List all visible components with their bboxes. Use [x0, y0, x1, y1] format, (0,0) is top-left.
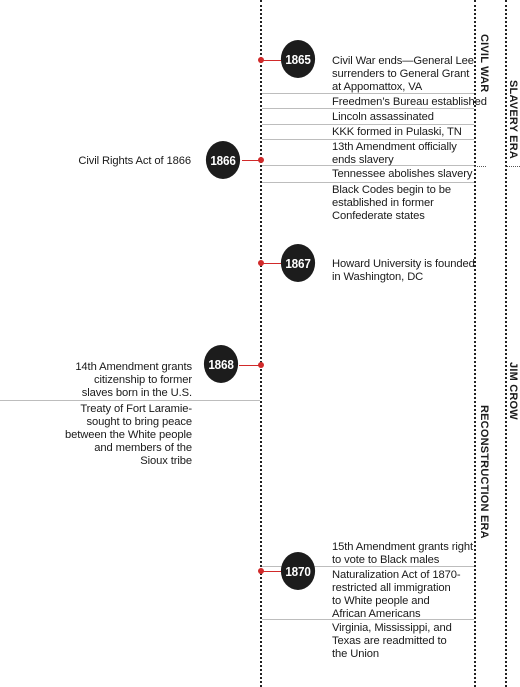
event-text: [40, 403, 192, 468]
event-line: 13th Amendment officially: [332, 141, 457, 153]
event-text: [50, 155, 191, 168]
separator: [0, 400, 260, 401]
event-line: the Union: [332, 648, 379, 660]
timeline-dot: [258, 568, 264, 574]
timeline-dot: [258, 362, 264, 368]
event-text: [332, 622, 452, 661]
era-label-reconstruction: RECONSTRUCTION ERA: [478, 405, 490, 539]
event-line: Sioux tribe: [140, 455, 192, 467]
event-text: [332, 258, 475, 284]
event-line: and members of the: [94, 442, 192, 454]
event-line: Naturalization Act of 1870-: [332, 569, 461, 581]
event-text: [40, 361, 192, 400]
event-line: 15th Amendment grants right: [332, 541, 473, 553]
event-line: at Appomattox, VA: [332, 81, 423, 93]
event-line: African Americans: [332, 608, 421, 620]
era-tick: [474, 166, 486, 167]
event-line: Civil War ends—General Lee: [332, 55, 474, 67]
event-line: Freedmen’s Bureau established: [332, 96, 487, 108]
event-line: Civil Rights Act of 1866: [78, 155, 191, 167]
event-line: Black Codes begin to be: [332, 184, 451, 196]
event-text: [332, 111, 434, 124]
event-line: Treaty of Fort Laramie-: [80, 403, 192, 415]
timeline-dot: [258, 57, 264, 63]
event-line: Lincoln assassinated: [332, 111, 434, 123]
year-badge-1865: 1865: [281, 40, 315, 78]
era-label-jim-crow: JIM CROW: [507, 362, 519, 420]
year-badge-1868: 1868: [204, 345, 238, 383]
event-text: [332, 184, 451, 223]
event-line: Tennessee abolishes slavery: [332, 168, 473, 180]
year-badge-1866: 1866: [206, 141, 240, 179]
event-line: between the White people: [65, 429, 192, 441]
event-line: Texas are readmitted to: [332, 635, 447, 647]
year-badge-1867: 1867: [281, 244, 315, 282]
event-line: Virginia, Mississippi, and: [332, 622, 452, 634]
era-label-slavery: SLAVERY ERA: [507, 80, 519, 160]
event-line: established in former: [332, 197, 434, 209]
event-line: Howard University is founded: [332, 258, 475, 270]
event-line: sought to bring peace: [86, 416, 192, 428]
event-line: KKK formed in Pulaski, TN: [332, 126, 462, 138]
timeline-dot: [258, 260, 264, 266]
year-badge-1870: 1870: [281, 552, 315, 590]
event-line: 14th Amendment grants: [75, 361, 192, 373]
event-line: Confederate states: [332, 210, 425, 222]
separator: [262, 139, 474, 140]
event-line: slaves born in the U.S.: [81, 387, 192, 399]
event-text: [332, 96, 487, 109]
event-line: in Washington, DC: [332, 271, 424, 283]
event-line: surrenders to General Grant: [332, 68, 470, 80]
event-line: to White people and: [332, 595, 430, 607]
separator: [262, 182, 474, 183]
event-text: [332, 55, 474, 94]
event-line: to vote to Black males: [332, 554, 440, 566]
event-line: restricted all immigration: [332, 582, 451, 594]
event-line: ends slavery: [332, 154, 394, 166]
connector: [261, 60, 281, 61]
event-text: [332, 569, 461, 621]
event-text: [332, 541, 473, 567]
timeline-dot: [258, 157, 264, 163]
event-text: [332, 168, 472, 181]
event-text: [332, 126, 462, 139]
era-tick: [505, 166, 520, 167]
connector: [261, 263, 281, 264]
connector: [261, 571, 281, 572]
era-label-civil-war: CIVIL WAR: [478, 34, 490, 93]
event-text: [332, 141, 457, 167]
timeline-axis: [260, 0, 262, 687]
separator: [262, 124, 474, 125]
event-line: citizenship to former: [93, 374, 192, 386]
